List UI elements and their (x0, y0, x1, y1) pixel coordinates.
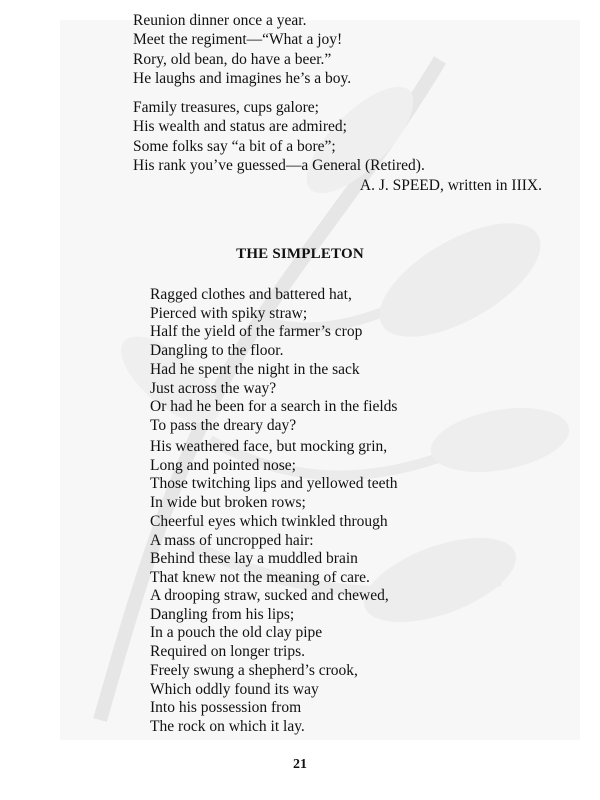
poem-line: His wealth and status are admired; (133, 118, 347, 136)
poem-line: Ragged clothes and battered hat, (150, 286, 352, 303)
poem-line: Freely swung a shepherd’s crook, (150, 661, 358, 679)
poem-line: Or had he been for a search in the fields (150, 398, 398, 416)
poem-title: THE SIMPLETON (236, 246, 364, 262)
poem-one-stanza-1 (133, 11, 351, 89)
poem-line: Just across the way? (150, 379, 277, 397)
poem-line: Pierced with spiky straw; (150, 304, 308, 322)
poem-line: He laughs and imagines he’s a boy. (133, 70, 352, 88)
simpleton-stanza-1 (150, 286, 397, 436)
poem-line: In wide but broken rows; (150, 494, 306, 512)
poem-line: Long and pointed nose; (150, 456, 296, 474)
poem-line: That knew not the meaning of care. (150, 568, 370, 586)
poem-line: His weathered face, but mocking grin, (150, 438, 388, 455)
poem-line: Half the yield of the farmer’s crop (150, 323, 363, 341)
poem-attribution: A. J. SPEED, written in IIIX. (359, 177, 542, 194)
poem-line: To pass the dreary day? (150, 416, 297, 434)
poem-line: Meet the regiment—“What a joy! (133, 31, 343, 49)
page-number: 21 (293, 757, 307, 772)
poem-line: Reunion dinner once a year. (133, 12, 307, 29)
poem-line: Behind these lay a muddled brain (150, 550, 358, 568)
simpleton-stanza-3 (150, 587, 389, 737)
poem-line: Those twitching lips and yellowed teeth (150, 475, 398, 493)
poem-line: Some folks say “a bit of a bore”; (133, 137, 336, 155)
poem-line: Rory, old bean, do have a beer.” (133, 50, 332, 68)
poem-line: Required on longer trips. (150, 643, 305, 661)
simpleton-stanza-2 (150, 438, 398, 588)
poem-line: Cheerful eyes which twinkled through (150, 512, 388, 530)
poem-line: Dangling from his lips; (150, 605, 295, 623)
poem-line: A drooping straw, sucked and chewed, (150, 587, 389, 604)
poem-line: The rock on which it lay. (150, 717, 305, 735)
poem-line: In a pouch the old clay pipe (150, 624, 323, 642)
poem-one-stanza-2 (133, 98, 425, 176)
poem-line: A mass of uncropped hair: (150, 531, 314, 549)
poem-line: Had he spent the night in the sack (150, 360, 360, 378)
poem-line: Family treasures, cups galore; (133, 99, 319, 116)
poem-line: Into his possession from (150, 699, 302, 717)
poem-line: Dangling to the floor. (150, 342, 284, 360)
poem-line: His rank you’ve guessed—a General (Retired). (133, 157, 425, 175)
poem-line: Which oddly found its way (150, 680, 319, 698)
